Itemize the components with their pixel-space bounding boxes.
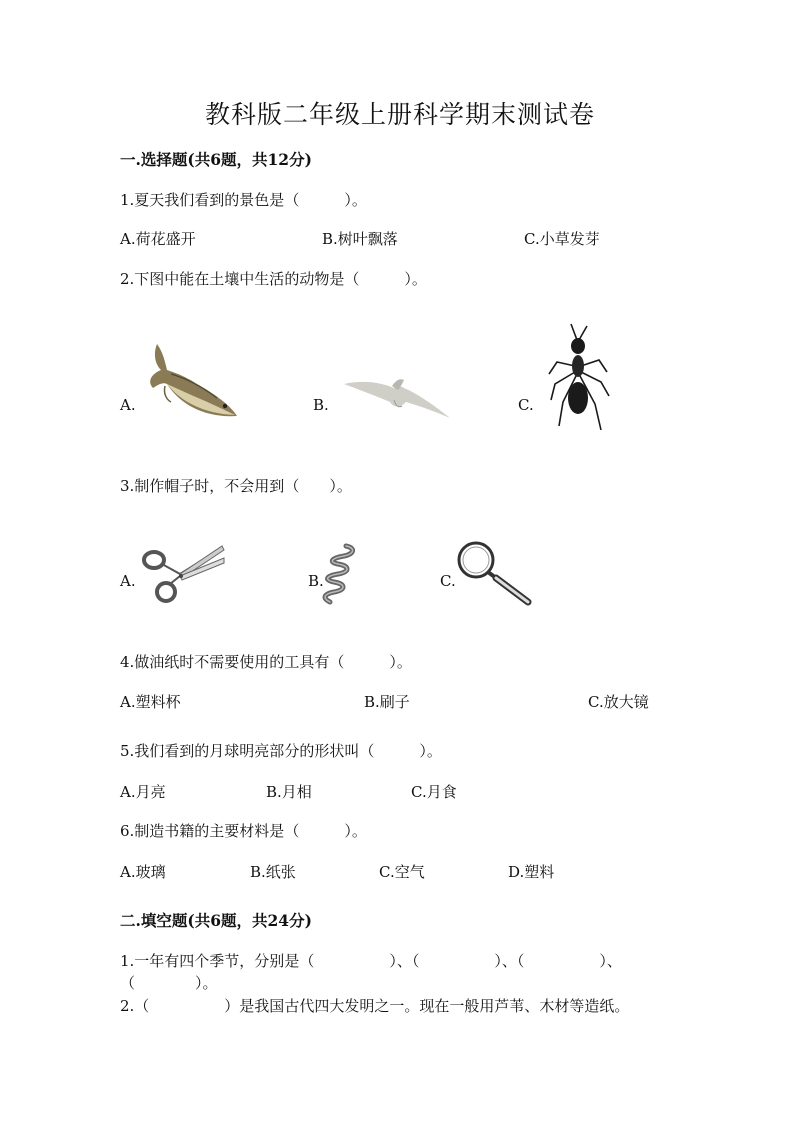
q6-option-b: B.纸张	[250, 863, 296, 881]
question-6: 6.制造书籍的主要材料是（ ）。	[120, 822, 367, 840]
question-2: 2.下图中能在土壤中生活的动物是（ ）。	[120, 270, 427, 288]
q1-option-a: A.荷花盛开	[120, 230, 196, 248]
section2-heading: 二.填空题(共6题，共24分)	[120, 911, 312, 930]
question-5: 5.我们看到的月球明亮部分的形状叫（ ）。	[120, 742, 442, 760]
q6-option-c: C.空气	[379, 863, 425, 881]
page-title: 教科版二年级上册科学期末测试卷	[204, 100, 595, 129]
q1-option-c: C.小草发芽	[524, 230, 600, 248]
fill-question-1-line2: （ ）。	[120, 974, 218, 992]
q3-option-b: B.	[308, 572, 324, 590]
q2-option-a: A.	[120, 396, 136, 414]
q3-option-c: C.	[440, 572, 456, 590]
q6-option-d: D.塑料	[508, 863, 555, 881]
q2-option-c: C.	[518, 396, 534, 414]
ant-image	[543, 322, 615, 434]
question-3: 3.制作帽子时，不会用到（ ）。	[120, 477, 352, 495]
spring-image	[316, 542, 358, 606]
magnifier-image	[454, 540, 536, 608]
q2-option-b: B.	[313, 396, 329, 414]
q1-option-b: B.树叶飘落	[322, 230, 398, 248]
q6-option-a: A.玻璃	[120, 863, 166, 881]
bird-image	[340, 372, 455, 422]
q5-option-b: B.月相	[266, 783, 312, 801]
question-1: 1.夏天我们看到的景色是（ ）。	[120, 191, 367, 209]
fill-question-1-line1: 1.一年有四个季节，分别是（ ）、（ ）、（ ）、	[120, 952, 622, 970]
q4-option-c: C.放大镜	[588, 693, 649, 711]
section1-heading: 一.选择题(共6题，共12分)	[120, 150, 312, 169]
q3-option-a: A.	[120, 572, 136, 590]
scissors-image	[140, 540, 226, 606]
fish-image	[145, 340, 245, 425]
q4-option-b: B.刷子	[364, 693, 410, 711]
q5-option-c: C.月食	[411, 783, 457, 801]
question-4: 4.做油纸时不需要使用的工具有（ ）。	[120, 653, 412, 671]
fill-question-2: 2.（ ）是我国古代四大发明之一。现在一般用芦苇、木材等造纸。	[120, 997, 630, 1015]
q5-option-a: A.月亮	[120, 783, 166, 801]
q4-option-a: A.塑料杯	[120, 693, 181, 711]
